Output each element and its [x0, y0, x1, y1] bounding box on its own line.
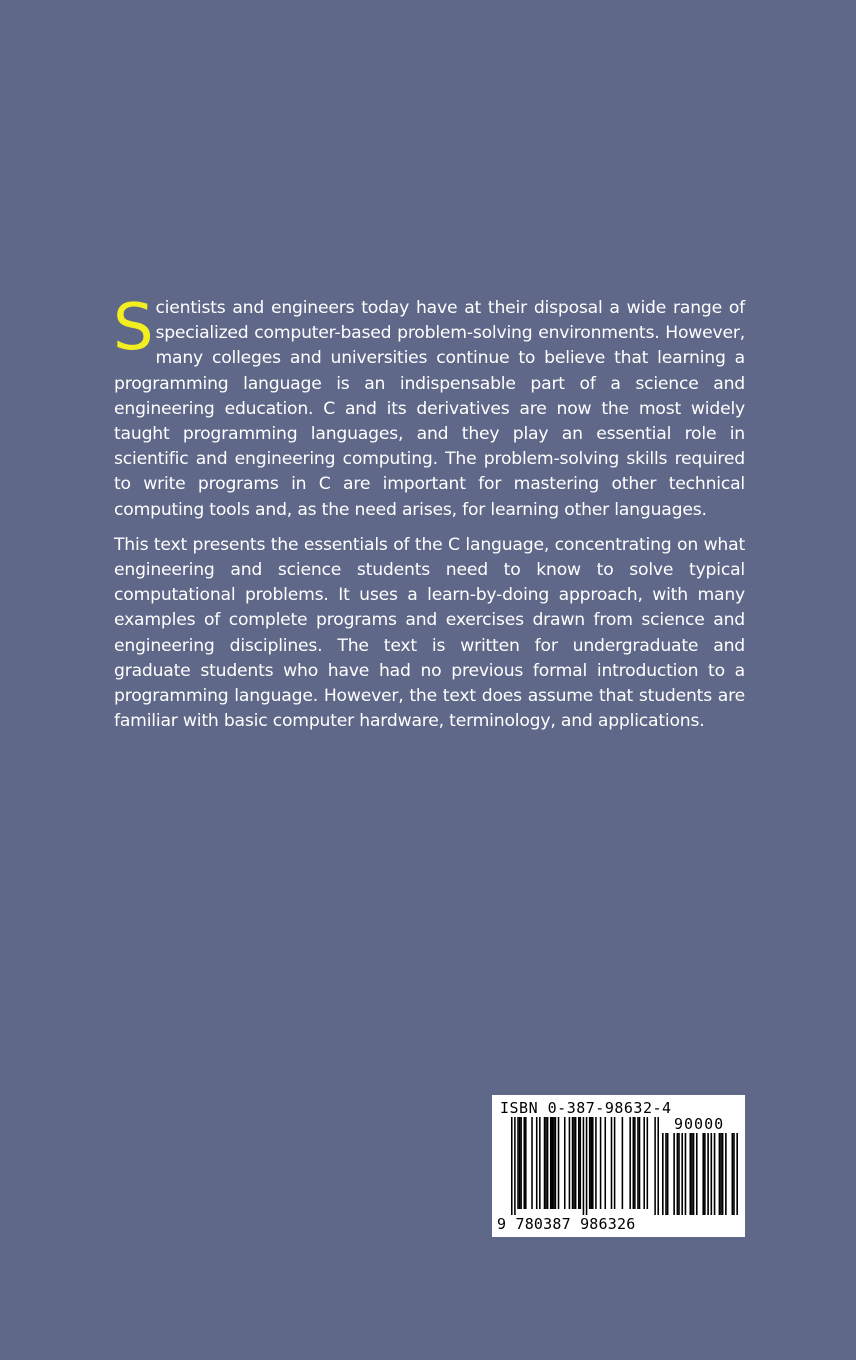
barcode-bar [639, 1117, 641, 1209]
barcode-bar [589, 1117, 591, 1209]
barcode-bar [634, 1117, 636, 1209]
barcode-bar [550, 1117, 552, 1209]
barcode-bar [511, 1117, 513, 1215]
barcode-bar [685, 1133, 687, 1215]
barcode-bar [547, 1117, 549, 1209]
addon-barcode-bars [662, 1133, 738, 1215]
barcode-bar [552, 1117, 554, 1209]
barcode-bar [514, 1117, 516, 1215]
barcode-bar [614, 1117, 616, 1209]
barcode-bar [544, 1117, 546, 1209]
barcode-bar [691, 1133, 693, 1215]
isbn-label: ISBN 0-387-98632-4 [500, 1099, 672, 1117]
barcode-bar [580, 1117, 582, 1209]
barcode-bar [657, 1117, 659, 1215]
barcode-bar [725, 1133, 727, 1215]
barcode-bar [637, 1117, 639, 1209]
barcode-bar [545, 1117, 547, 1209]
barcode-bar [681, 1133, 683, 1215]
barcode-bar [667, 1133, 669, 1215]
barcode-bar [564, 1117, 566, 1209]
barcode-bar [600, 1117, 602, 1209]
barcode-bar [665, 1133, 667, 1215]
barcode-bar [720, 1133, 722, 1215]
barcode-bar [714, 1133, 716, 1215]
barcode-bar [678, 1133, 680, 1215]
ean-barcode-bars [511, 1117, 659, 1215]
ean-number: 9 780387 986326 [497, 1215, 636, 1233]
barcode-bar [519, 1117, 521, 1209]
barcode-bar [553, 1117, 555, 1209]
blurb-paragraph-1-text: cientists and engineers today have at their disposal a wide range of specialized computer-based problem-solving environments. However, many colleges and universities continue to believe that learning a programming language is an indispensable part of a science and engineering education. C and its derivatives are now the most widely taught programming languages, and they play an essential role in scientific and engineering computing. The problem-solving skills required to write programs in C are important for mastering other technical computing tools and, as the need arises, for learning other languages. [114, 298, 745, 520]
barcode-bar [536, 1117, 538, 1209]
barcode-bar [578, 1117, 580, 1209]
barcode-bar [611, 1117, 613, 1209]
barcode-bar [702, 1133, 704, 1215]
barcode-bar [590, 1117, 592, 1209]
barcode-bar [558, 1117, 560, 1209]
barcode-bar [707, 1133, 709, 1215]
barcode-bar [689, 1133, 691, 1215]
barcode-bar [555, 1117, 557, 1209]
barcode-bar [732, 1133, 734, 1215]
barcode-bar [677, 1133, 679, 1215]
barcode-bar [633, 1117, 635, 1209]
barcode-bar [523, 1117, 525, 1209]
barcode-bar [647, 1117, 649, 1209]
isbn-barcode [492, 1095, 745, 1237]
barcode-bar [733, 1133, 735, 1215]
barcode-bar [643, 1117, 645, 1209]
barcode-bar [696, 1133, 698, 1215]
barcode-bar [517, 1117, 519, 1209]
barcode-bar [736, 1133, 738, 1215]
barcode-bar [629, 1117, 631, 1209]
barcode-bar [673, 1133, 675, 1215]
barcode-bar [525, 1117, 527, 1209]
drop-cap-letter: S [113, 291, 154, 365]
barcode-bar [622, 1117, 624, 1209]
barcode-bar [595, 1117, 597, 1209]
barcode-bar [520, 1117, 522, 1209]
barcode-bar [575, 1117, 577, 1209]
price-code: 90000 [674, 1115, 725, 1133]
barcode-bar [569, 1117, 571, 1209]
barcode-bar [704, 1133, 706, 1215]
barcode-bar [719, 1133, 721, 1215]
barcode-bar [583, 1117, 585, 1215]
barcode-bar [662, 1133, 664, 1215]
barcode-bar [573, 1117, 575, 1209]
barcode-bar [722, 1133, 724, 1215]
barcode-bar [711, 1133, 713, 1215]
barcode-bar [654, 1117, 656, 1215]
barcode-bar [531, 1117, 533, 1209]
barcode-bar [604, 1117, 606, 1209]
back-cover-blurb [113, 291, 745, 734]
barcode-bar [539, 1117, 541, 1209]
barcode-bar [572, 1117, 574, 1209]
blurb-paragraph-1 [113, 291, 745, 523]
blurb-paragraph-2: This text presents the essentials of the C language, concentrating on what engineering and science students need to know to solve typical computational problems. It uses a learn-by-doing approach, with many examples of complete programs and exercises drawn from science and engineering disciplines. The text is written for undergraduate and graduate students who have had no previous formal introduction to a programming language. However, the text does assume that students are familiar with basic computer hardware, terminology, and applications. [114, 534, 745, 732]
barcode-bar [592, 1117, 594, 1209]
barcode-bar [586, 1117, 588, 1215]
barcode-bar [693, 1133, 695, 1215]
